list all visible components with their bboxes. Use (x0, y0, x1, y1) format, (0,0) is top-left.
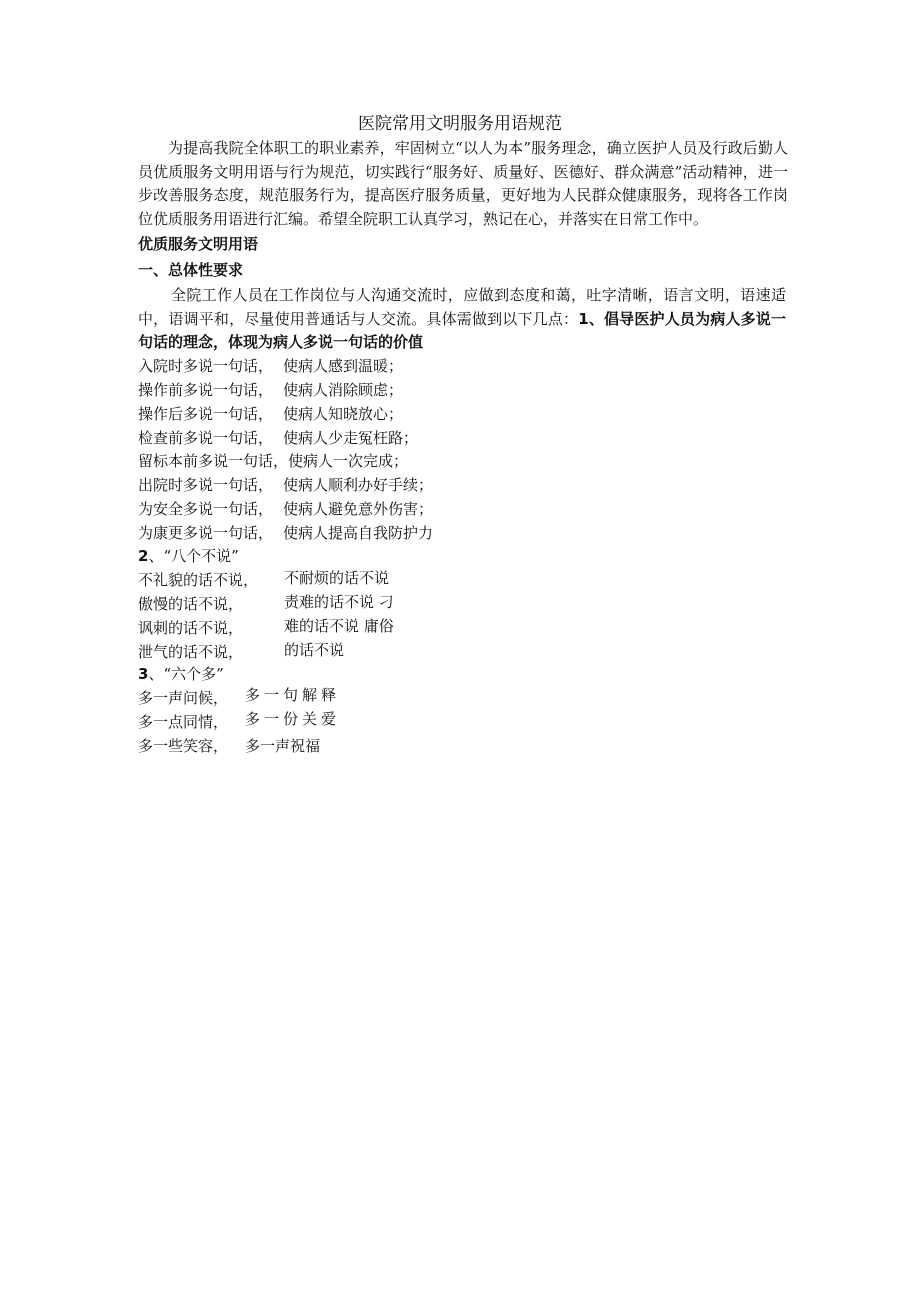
general-text: 全院工作人员在工作岗位与人沟通交流时，应做到态度和蔼，吐字清晰，语言文明，语速适中，语调平和，尽量使用普通话与人交流。具体需做到以下几点： (138, 286, 786, 328)
list-item: 操作后多说一句话， (138, 405, 274, 423)
list-item: 多一声问候， (138, 689, 229, 707)
list-item-effect: 使病人少走冤枉路； (283, 429, 419, 447)
list-item: 泄气的话不说， (138, 643, 244, 661)
list-item: 不礼貌的话不说， (138, 571, 259, 589)
list-item: 检查前多说一句话， (138, 429, 274, 447)
list-item: 傲慢的话不说， (138, 595, 244, 613)
intro-paragraph: 为提高我院全体职工的职业素养，牢固树立“以人为本”服务理念，确立医护人员及行政后勤人员优质服务文明用语与行为规范，切实践行“服务好、质量好、医德好、群众满意”活动精神，进一步改善服务态度，规范服务行为，提高医疗服务质量，更好地为人民群众健康服务，现将各工作岗位优质服务用语进行汇编。希望全院职工认真学习，熟记在心，并落实在日常工作中。 (138, 139, 788, 228)
list-item-effect: 使病人消除顾虑； (283, 381, 404, 399)
list-item-effect: 使病人避免意外伤害； (283, 500, 434, 518)
general-requirements-paragraph (138, 284, 786, 355)
list-item: 留标本前多说一句话，使病人一次完成； (138, 452, 409, 470)
list-item-effect: 使病人知晓放心； (283, 405, 404, 423)
list-item: 多一点同情， (138, 713, 229, 731)
list-item-second: 的话不说 (284, 641, 345, 659)
list-item: 入院时多说一句话， (138, 357, 274, 375)
list-item-second: 难的话不说 庸俗 (284, 617, 394, 635)
heading-general-requirements: 一、总体性要求 (138, 261, 244, 279)
list-item-effect: 使病人感到温暖； (283, 357, 404, 375)
list-item: 为安全多说一句话， (138, 500, 274, 518)
point2-heading: 2、“八个不说” (138, 547, 239, 565)
list-item-effect: 使病人提高自我防护力 (283, 524, 434, 542)
list-item: 操作前多说一句话， (138, 381, 274, 399)
list-item: 出院时多说一句话， (138, 476, 274, 494)
point3-heading: 3、“六个多” (138, 665, 224, 683)
list-item-second: 多一份关爱 (245, 710, 341, 728)
list-item-second: 多一句解释 (245, 686, 341, 704)
list-item-second: 多一声祝福 (245, 737, 321, 755)
list-item: 多一些笑容， (138, 737, 229, 755)
heading-main: 优质服务文明用语 (138, 235, 259, 253)
list-item: 讽刺的话不说， (138, 619, 244, 637)
document-title: 医院常用文明服务用语规范 (358, 114, 562, 134)
list-item-second: 责难的话不说 刁 (284, 593, 394, 611)
list-item-second: 不耐烦的话不说 (284, 569, 390, 587)
list-item: 为康更多说一句话， (138, 524, 274, 542)
list-item-effect: 使病人顺利办好手续； (283, 476, 434, 494)
point1-heading: 1、倡导医护人员为病人多说一句话的理念，体现为病人多说一句话的价值 (138, 309, 786, 352)
